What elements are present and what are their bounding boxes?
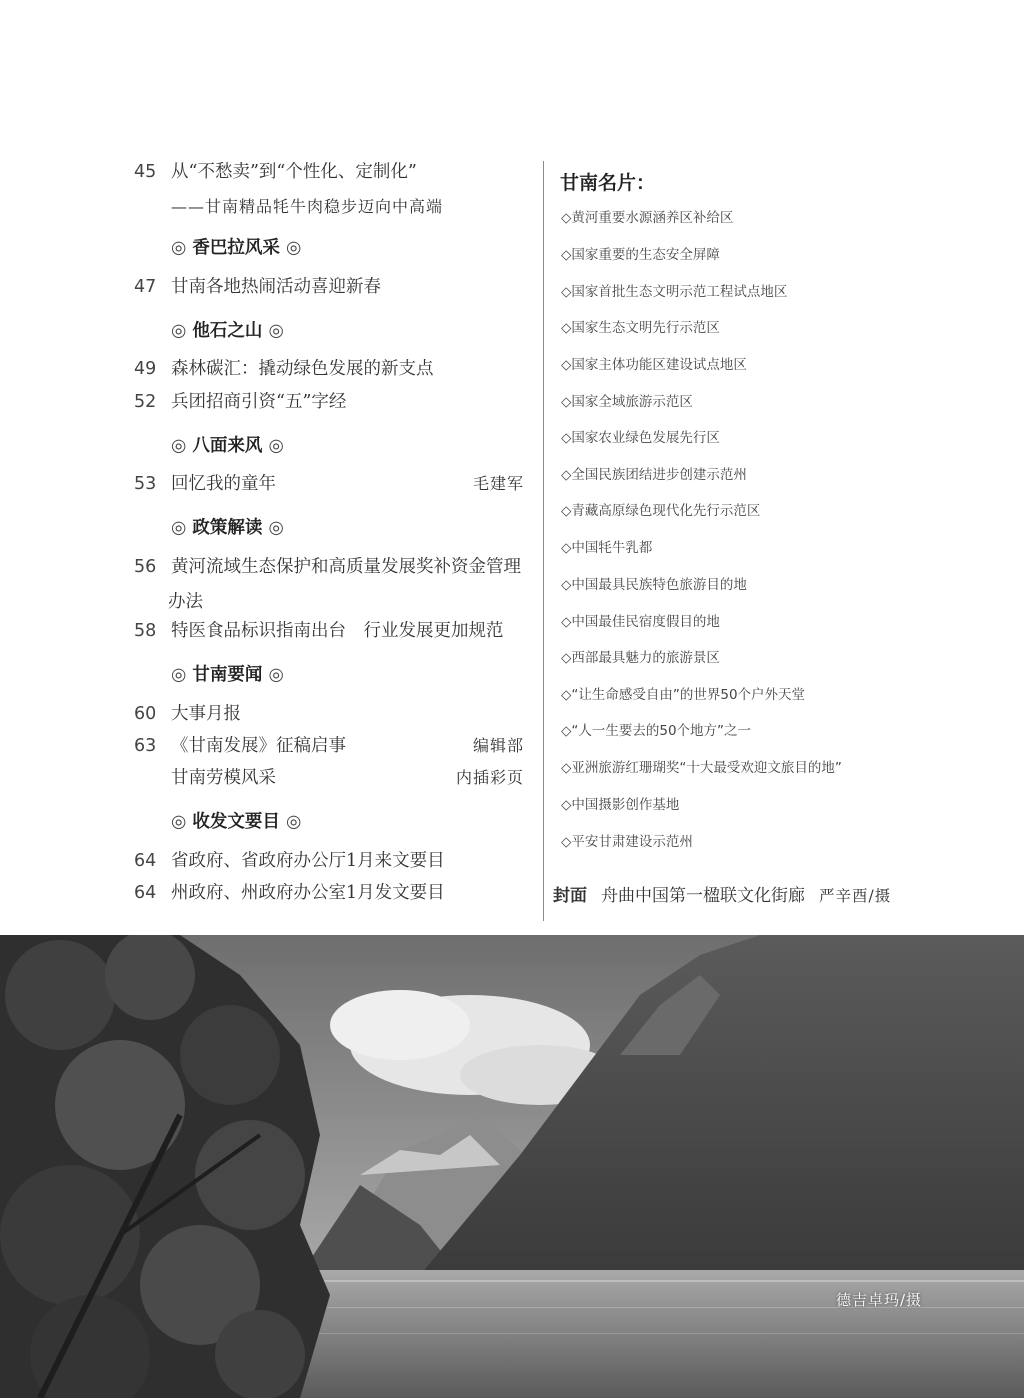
page-number: 63 <box>134 736 157 756</box>
page-number: 49 <box>134 359 157 379</box>
section-heading <box>171 514 284 539</box>
entry-title: 省政府、省政府办公厅1月来文要目 <box>171 851 445 871</box>
section-name: 甘南要闻 <box>192 665 263 685</box>
card-item: ◇国家生态文明先行示范区 <box>561 320 720 336</box>
page-number: 47 <box>134 277 157 297</box>
section-heading <box>171 661 284 686</box>
section-name: 收发文要目 <box>192 812 280 832</box>
cover-caption <box>553 881 891 906</box>
page-number: 64 <box>134 883 157 903</box>
entry-title-continued: 办法 <box>168 592 203 612</box>
card-item: ◇全国民族团结进步创建示范州 <box>561 467 747 483</box>
photo-credit: 德吉卓玛/摄 <box>835 1291 922 1309</box>
section-name: 政策解读 <box>192 518 263 538</box>
card-item: ◇国家全域旅游示范区 <box>561 394 693 410</box>
page-number: 56 <box>134 557 157 577</box>
circle-mark-icon: ◎ <box>268 321 284 341</box>
card-item: ◇“人一生要去的50个地方”之一 <box>561 723 752 739</box>
card-item: ◇国家主体功能区建设试点地区 <box>561 357 747 373</box>
section-heading <box>171 317 284 342</box>
section-name: 八面来风 <box>192 436 263 456</box>
entry-title: 大事月报 <box>171 704 241 724</box>
page-number: 58 <box>134 621 157 641</box>
section-heading <box>171 432 284 457</box>
entry-author: 内插彩页 <box>455 768 524 787</box>
card-item: ◇中国最具民族特色旅游目的地 <box>561 577 747 593</box>
entry-title: 州政府、州政府办公室1月发文要目 <box>171 883 445 903</box>
circle-mark-icon: ◎ <box>285 812 302 832</box>
page-number: 52 <box>134 392 157 412</box>
page-number: 60 <box>134 704 157 724</box>
card-item: ◇国家重要的生态安全屏障 <box>561 247 720 263</box>
card-item: ◇国家农业绿色发展先行区 <box>561 430 720 446</box>
page-number: 53 <box>134 474 157 494</box>
entry-author: 编辑部 <box>472 736 524 755</box>
card-item: ◇西部最具魅力的旅游景区 <box>561 650 720 666</box>
circle-mark-icon: ◎ <box>268 665 284 685</box>
entry-title: 森林碳汇：撬动绿色发展的新支点 <box>171 359 434 379</box>
circle-mark-icon: ◎ <box>171 665 187 685</box>
circle-mark-icon: ◎ <box>268 518 284 538</box>
circle-mark-icon: ◎ <box>285 238 302 258</box>
cover-credit: 严辛酉/摄 <box>819 887 892 905</box>
entry-title: 兵团招商引资“五”字经 <box>171 392 347 412</box>
card-item: ◇黄河重要水源涵养区补给区 <box>561 210 734 226</box>
card-item: ◇中国摄影创作基地 <box>561 797 680 813</box>
section-name: 香巴拉风采 <box>192 238 280 258</box>
landscape-photo <box>0 935 1024 1398</box>
cover-title: 舟曲中国第一楹联文化街廊 <box>601 886 805 906</box>
card-item: ◇青藏高原绿色现代化先行示范区 <box>561 503 761 519</box>
card-item: ◇中国最佳民宿度假目的地 <box>561 614 720 630</box>
column-divider <box>543 161 544 921</box>
cover-label: 封面 <box>553 886 587 906</box>
circle-mark-icon: ◎ <box>171 436 187 456</box>
circle-mark-icon: ◎ <box>171 238 187 258</box>
card-item: ◇亚洲旅游红珊瑚奖“十大最受欢迎文旅目的地” <box>561 760 842 776</box>
card-item: ◇平安甘肃建设示范州 <box>561 834 693 850</box>
section-name: 他石之山 <box>192 321 263 341</box>
entry-title: 甘南各地热闹活动喜迎新春 <box>171 277 381 297</box>
circle-mark-icon: ◎ <box>171 321 187 341</box>
entry-title: 回忆我的童年 <box>171 474 276 494</box>
circle-mark-icon: ◎ <box>171 812 187 832</box>
entry-title: 特医食品标识指南出台 行业发展更加规范 <box>171 621 504 641</box>
card-title: 甘南名片： <box>560 172 656 194</box>
entry-author: 毛建军 <box>472 474 524 493</box>
section-heading <box>171 234 301 259</box>
card-item: ◇中国牦牛乳都 <box>561 540 653 556</box>
entry-title: 《甘南发展》征稿启事 <box>171 736 346 756</box>
page-number: 64 <box>134 851 157 871</box>
entry-title: 黄河流域生态保护和高质量发展奖补资金管理 <box>171 557 521 577</box>
circle-mark-icon: ◎ <box>268 436 284 456</box>
entry-title: 从“不愁卖”到“个性化、定制化” <box>171 162 417 182</box>
section-heading <box>171 808 301 833</box>
entry-title: 甘南劳模风采 <box>171 768 276 788</box>
circle-mark-icon: ◎ <box>171 518 187 538</box>
page-number: 45 <box>134 162 157 182</box>
card-item: ◇国家首批生态文明示范工程试点地区 <box>561 284 788 300</box>
lake-mountain-image <box>0 935 1024 1398</box>
entry-subtitle: ——甘南精品牦牛肉稳步迈向中高端 <box>171 197 444 216</box>
card-item: ◇“让生命感受自由”的世界50个户外天堂 <box>561 687 806 703</box>
